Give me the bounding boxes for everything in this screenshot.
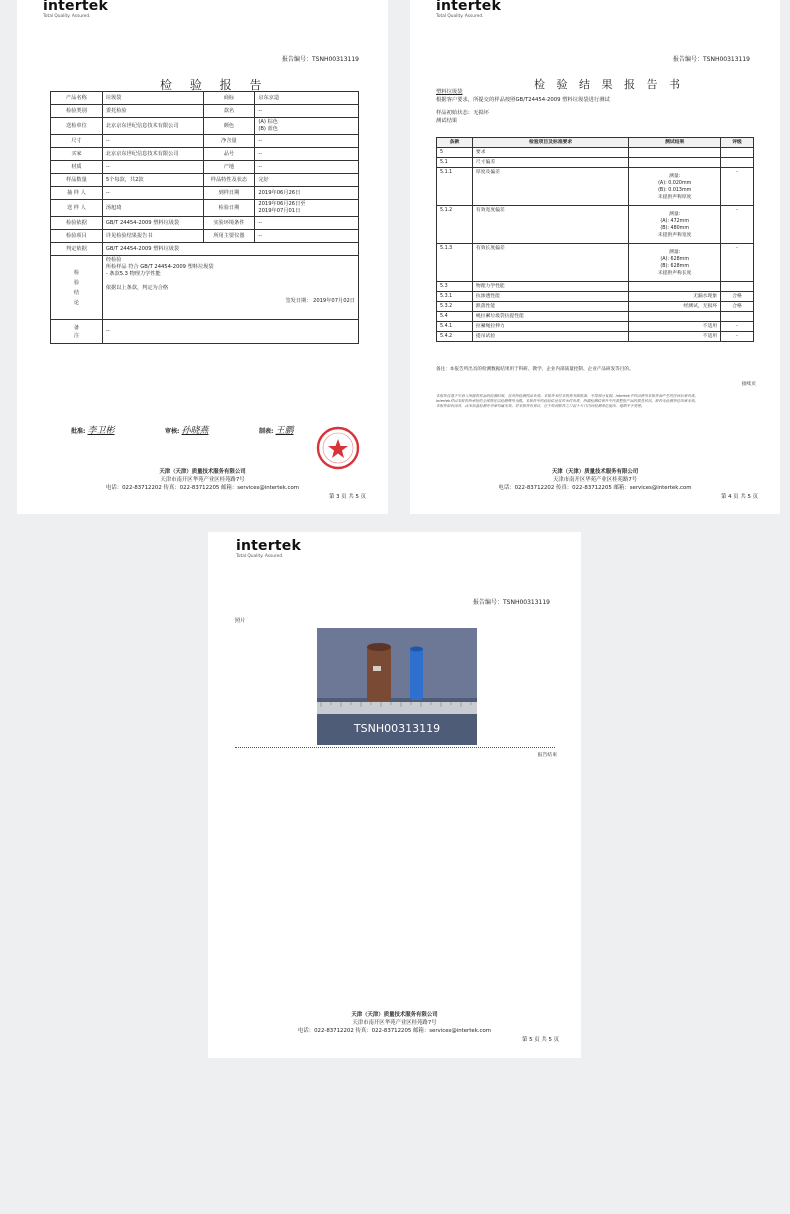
result-line: 不适用: [702, 334, 718, 339]
issue-date: 签发日期： 2019年07月02日: [285, 298, 355, 304]
field-label: 产地: [203, 161, 255, 174]
field-label: 品号: [203, 148, 255, 161]
report-number: 报告编号：TSNH00313119: [281, 56, 359, 63]
field-value: [255, 200, 359, 217]
remark-value: --: [102, 320, 358, 344]
clause-cell: 5.4: [437, 312, 473, 322]
judge-value: GB/T 24454-2009 塑料垃圾袋: [102, 243, 358, 256]
item-cell: 尺寸偏差: [472, 158, 628, 168]
item-cell: 跌落性能: [472, 302, 628, 312]
item-cell: 厚度及偏差: [472, 168, 628, 206]
page-number: 第 3 页 共 5 页: [329, 494, 366, 500]
result-line: 测量:: [669, 211, 681, 217]
table-header-row: [437, 138, 754, 148]
disclaimer-line: 本报告如有涂改，或未加盖检测专用章均属无效。对本报告有异议，应于收到报告之日起十五日内向检测单位提出，逾期不予受理。: [436, 404, 645, 408]
clause-cell: 5.4.2: [437, 332, 473, 342]
field-value: --: [255, 217, 359, 230]
report-end-label: 报告结束: [537, 753, 557, 758]
result-line: (A): 628mm: [660, 256, 690, 262]
field-value: 汤旭琦: [102, 200, 203, 217]
field-value: --: [255, 135, 359, 148]
field-value-line: (A) 棕色: [258, 119, 278, 125]
prepare-signature: 制表: 王鹏: [259, 426, 294, 436]
field-value: 委托检验: [102, 105, 203, 118]
conclusion-label: 检验结论: [51, 256, 103, 320]
field-label: 商标: [203, 92, 255, 105]
clause-cell: 5.1.3: [437, 244, 473, 282]
field-value: --: [102, 161, 203, 174]
grade-cell: -: [721, 244, 754, 282]
intro-line: 根据客户要求，所提交的样品按照GB/T24454-2009 塑料垃圾袋进行测试: [436, 96, 610, 103]
intertek-logo: intertek Total Quality. Assured.: [436, 0, 501, 19]
result-cell: [629, 332, 721, 342]
grade-cell: -: [721, 206, 754, 244]
approve-sig-scribble: 李卫彬: [87, 426, 115, 436]
table-row: [51, 187, 359, 200]
grade-cell: [721, 158, 754, 168]
conclusion-line: 所检样品 符合 GB/T 24454-2009 塑料垃圾袋: [105, 264, 214, 270]
field-value: --: [255, 230, 359, 243]
field-value: --: [255, 148, 359, 161]
field-label: 样品特性及状态: [203, 174, 255, 187]
result-line: (B): 628mm: [660, 263, 690, 269]
intro-line: 塑料垃圾袋: [436, 89, 463, 95]
result-line: (A): 0.020mm: [658, 180, 692, 186]
clause-cell: 5.3.1: [437, 292, 473, 302]
conclusion-line: 经检验: [105, 257, 122, 263]
footer: 天津（天津）质量技术服务有限公司 天津市南开区华苑产业区桂苑路7号 电话：022-83712202 传真：022-83712205 邮箱：services@intertek.com: [297, 1012, 492, 1034]
result-cell: [629, 244, 721, 282]
table-row: [437, 292, 754, 302]
table-row: [51, 200, 359, 217]
conclusion-line: [106, 278, 355, 285]
field-value: --: [255, 161, 359, 174]
field-label: 买家: [51, 148, 103, 161]
grade-cell: -: [721, 168, 754, 206]
field-label: 到样日期: [203, 187, 255, 200]
field-label: 送 样 人: [51, 200, 103, 217]
field-label: 抽 样 人: [51, 187, 103, 200]
clause-cell: 5: [437, 148, 473, 158]
header-clause: 条款: [437, 138, 473, 148]
report-summary-table: [50, 91, 359, 344]
field-value: 北京京东世纪信息技术有限公司: [102, 118, 203, 135]
table-row: [51, 230, 359, 243]
field-value-line: 2019年06月26日至: [258, 201, 306, 207]
field-value: 北京京东世纪信息技术有限公司: [102, 148, 203, 161]
table-row: [437, 332, 754, 342]
field-label: 尺寸: [51, 135, 103, 148]
header-grade: 评级: [721, 138, 754, 148]
table-row: [437, 302, 754, 312]
table-row: [51, 92, 359, 105]
report-page-4: [410, 0, 780, 514]
judge-label: 判定依据: [51, 243, 103, 256]
table-row: [51, 243, 359, 256]
field-value: 垃圾袋: [102, 92, 203, 105]
footer: 天津（天津）质量技术服务有限公司 天津市南开区华苑产业区桂苑路7号 电话：022-83712202 传真：022-83712205 邮箱：services@intertek.com: [498, 469, 692, 491]
table-row: [437, 206, 754, 244]
grade-cell: [721, 282, 754, 292]
conclusion-line: - 条款5.3 物理力学性能: [105, 271, 161, 277]
table-row: [51, 118, 359, 135]
field-value: [255, 118, 359, 135]
item-cell: 物理力学性能: [472, 282, 628, 292]
conclusion-line: 依据以上条款，判定为合格: [105, 285, 169, 291]
field-label: 颜色: [203, 118, 255, 135]
header-result: 测试结果: [629, 138, 721, 148]
page-title: 检 验 结 果 报 告 书: [534, 78, 684, 91]
clause-cell: 5.3: [437, 282, 473, 292]
review-sig-scribble: 孙晓燕: [181, 426, 209, 436]
report-note: 备注：本报告所出具的检测数据结果用于科研、教学、企业内部质量控制、企业产品研发等目的。: [436, 367, 634, 372]
field-label: 净含量: [203, 135, 255, 148]
table-row: [51, 135, 359, 148]
item-cell: 绳拉紧垃圾袋抗提性能: [472, 312, 628, 322]
result-cell: [629, 322, 721, 332]
result-cell: [629, 292, 721, 302]
field-value: 详见检验结果报告书: [102, 230, 203, 243]
grade-cell: 合格: [721, 302, 754, 312]
prepare-sig-scribble: 王鹏: [275, 426, 294, 436]
remark-label: 备注: [51, 320, 103, 344]
result-line: 未提供声称厚度: [657, 194, 692, 200]
disclaimer-text: [436, 394, 756, 409]
field-value-line: (B) 蓝色: [258, 126, 278, 132]
field-label: 检验日期: [203, 200, 255, 217]
red-stamp-icon: [315, 425, 361, 471]
result-cell: [629, 206, 721, 244]
field-label: 检验类别: [51, 105, 103, 118]
field-label: 材质: [51, 161, 103, 174]
item-cell: 抗渗透性能: [472, 292, 628, 302]
report-number: 报告编号：TSNH00313119: [672, 56, 750, 63]
field-value: 2019年06月26日: [255, 187, 359, 200]
table-row: [51, 105, 359, 118]
clause-cell: 5.4.1: [437, 322, 473, 332]
result-cell: [629, 282, 721, 292]
disclaimer-line: 本报告仅基于申请人所提供样品的检测结果，仅对所检测样品负责。本报告未经本机构书面批准，不得部分复制。Intertek不对因使用本报告而产生的任何后果负责。: [436, 394, 699, 398]
item-cell: 拉紧绳拉伸力: [472, 322, 628, 332]
conclusion-cell: [102, 256, 358, 320]
item-cell: 有效长度偏差: [472, 244, 628, 282]
grade-cell: [721, 312, 754, 322]
field-value-line: 2019年07月01日: [258, 208, 301, 214]
table-row: [437, 322, 754, 332]
result-cell: [629, 312, 721, 322]
result-line: (A): 472mm: [660, 218, 690, 224]
table-row: [51, 148, 359, 161]
field-label: 实验环境条件: [203, 217, 255, 230]
table-row: [51, 320, 359, 344]
result-line: 测量:: [669, 173, 681, 179]
logo-tagline: Total Quality. Assured.: [43, 14, 91, 19]
item-cell: 有效宽度偏差: [472, 206, 628, 244]
result-line: 不适用: [702, 324, 718, 329]
result-line: 未提供声称宽度: [657, 232, 692, 238]
field-value: --: [102, 135, 203, 148]
result-cell: [629, 168, 721, 206]
table-row: [51, 256, 359, 320]
report-page-3: [17, 0, 388, 514]
table-row: [51, 161, 359, 174]
table-row: [51, 217, 359, 230]
field-value: 完好: [255, 174, 359, 187]
result-line: (B): 0.013mm: [658, 187, 692, 193]
field-label: 所用主要仪器: [203, 230, 255, 243]
field-label: 检验依据: [51, 217, 103, 230]
field-label: 样品数量: [51, 174, 103, 187]
result-cell: [629, 158, 721, 168]
header-item: 检验项目及标准要求: [472, 138, 628, 148]
approve-signature: 批准: 李卫彬: [71, 426, 115, 436]
conclusion-text: [106, 257, 355, 292]
table-row: [437, 244, 754, 282]
field-label: 款名: [203, 105, 255, 118]
clause-cell: 5.3.2: [437, 302, 473, 312]
intro-line: 测试结果: [436, 117, 458, 124]
grade-cell: [721, 148, 754, 158]
grade-cell: -: [721, 332, 754, 342]
item-cell: 提吊试验: [472, 332, 628, 342]
clause-cell: 5.1.2: [437, 206, 473, 244]
result-line: 经测试，无损坏: [683, 304, 718, 309]
intro-text: [436, 89, 610, 125]
page-number: 第 4 页 共 5 页: [721, 494, 758, 500]
intertek-logo: [43, 0, 108, 19]
field-label: 产品名称: [51, 92, 103, 105]
grade-cell: -: [721, 322, 754, 332]
clause-cell: 5.1: [437, 158, 473, 168]
field-value: GB/T 24454-2009 塑料垃圾袋: [102, 217, 203, 230]
table-row: [437, 158, 754, 168]
result-cell: [629, 148, 721, 158]
test-results-table: [436, 137, 754, 342]
field-label: 检验项目: [51, 230, 103, 243]
result-cell: [629, 302, 721, 312]
result-line: 无漏水现象: [693, 294, 718, 299]
intro-line: 样品初始状态：无损坏: [436, 110, 489, 116]
disclaimer-line: Intertek对因本报告所承担的全部责任以检测费用为限。本报告中的检验结论仅对来样负责，所载检测结果并不代表整批产品的质量状况。报告无检测单位印章无效。: [436, 399, 699, 403]
table-row: [51, 174, 359, 187]
field-value: 京东京造: [255, 92, 359, 105]
report-number: 报告编号：TSNH00313119: [472, 599, 550, 606]
result-line: (B): 480mm: [660, 225, 690, 231]
report-page-5: [208, 532, 581, 1058]
field-value: --: [255, 105, 359, 118]
grade-cell: 合格: [721, 292, 754, 302]
page-title: 检 验 报 告: [160, 78, 269, 92]
logo-word: intertek: [43, 0, 108, 14]
continued-label: 接续页: [741, 382, 756, 387]
photo-caption: TSNH00313119: [353, 722, 441, 735]
intertek-logo: intertek Total Quality. Assured.: [236, 538, 301, 559]
table-row: [437, 148, 754, 158]
footer: 天津（天津）质量技术服务有限公司 天津市南开区华苑产业区桂苑路7号 电话：022-83712202 传真：022-83712205 邮箱：services@intertek.com: [105, 469, 300, 491]
photo-label: 照片: [235, 618, 246, 624]
field-value: --: [102, 187, 203, 200]
table-row: [437, 282, 754, 292]
item-cell: 要求: [472, 148, 628, 158]
review-signature: 审核: 孙晓燕: [165, 426, 209, 436]
clause-cell: 5.1.1: [437, 168, 473, 206]
result-line: 测量:: [669, 249, 681, 255]
table-row: [437, 312, 754, 322]
result-line: 未提供声称长度: [657, 270, 692, 276]
sample-photo: [317, 628, 477, 745]
table-row: [437, 168, 754, 206]
page-number: 第 5 页 共 5 页: [522, 1037, 559, 1043]
end-divider: [235, 747, 555, 748]
field-value: 5个每款，共2款: [102, 174, 203, 187]
field-label: 送检单位: [51, 118, 103, 135]
